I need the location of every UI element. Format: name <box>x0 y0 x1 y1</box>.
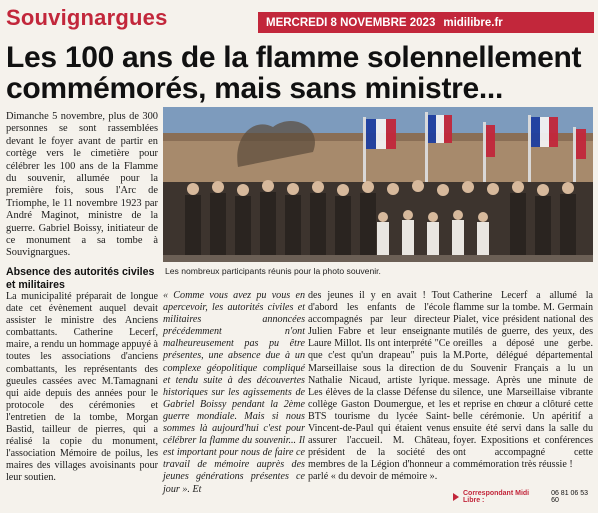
headline-line-1: Les 100 ans de la flamme solennellement <box>6 41 582 74</box>
correspondent-credit <box>453 490 595 504</box>
column-1 <box>6 291 158 485</box>
photo-caption: Les nombreux participants réunis pour la photo souvenir. <box>165 266 381 276</box>
section-city: Souvignargues <box>6 5 168 30</box>
dateline-bar <box>258 12 594 33</box>
credit-phone: 06 81 06 53 60 <box>551 490 589 504</box>
triangle-icon <box>453 493 459 501</box>
column-1-text: La municipalité préparait de longue date cet évènement auquel devait assister le ministre des Anciens combattants. Catherine Lecerf, maire, a rendu un hommage appuyé à toutes les associations d'anciens combattants, les représentants des gueules cassées avec M.Tamagnani qui aide depuis des années pour le protocole des cérémonies et l'entretien de la tombe, Morgan Bastid, tailleur de pierres, qui a réalisé la copie du monument, l'association Mémoire de poilus, les maires des villages avoisinants pour leur soutien. <box>6 291 158 484</box>
column-2-text: « Comme vous avez pu vous en apercevoir, les autorités civiles et militaires annoncées précédemment n'ont malheureusement pas pu être présentes, une absence due à un complexe géopolitique compliqué et tendu suite à des découvertes historiques sur les agissements de Gabriel Boissy pendant la 2ème guerre mondiale. Mais si nous sommes là aujourd'hui c'est pour célébrer la flamme du souvenir... Il est important pour nous de faire ce travail de mémoire auprès des jeunes générations présentes ce jour ». Et <box>163 290 305 495</box>
group-photo <box>163 107 593 262</box>
headline <box>6 42 594 104</box>
intro-paragraph: Dimanche 5 novembre, plus de 300 personnes se sont rassemblées devant le foyer avant de partir en cortège vers le cimetière pour célébrer les 100 ans de la Flamme du souvenir, allumée pour la première fois, sous l'Arc de Triomphe, le 11 novembre 1923 par André Maginot, ministre de la guerre. Gabriel Boissy, initiateur de ce monument a sa tombe à Souvignargues. <box>6 111 158 259</box>
column-4 <box>453 290 593 471</box>
column-2-quote <box>163 290 305 496</box>
group-photo-image <box>163 107 593 262</box>
column-3-text: des jeunes il y en avait ! Tout d'abord les enfants de l'école accompagnés par leur directeur Julien Fabre et leur enseignante Laure Millot. Ils ont interprété "Ce que c'est qu'un drapeau" puis la Marseillaise sous la direction de Nathalie Nicaud, artiste lyrique. Les élèves de la classe Défense du collège Gaston Doumergue, et les BTS tourisme du lycée Saint-Vincent-de-Paul qui étaient venus assurer l'accueil. M. Château, président de la société des membres de la Légion d'honneur a parlé « du devoir de mémoire ». <box>308 290 450 483</box>
issue-date: MERCREDI 8 NOVEMBRE 2023 <box>266 16 436 29</box>
paper-name: midilibre.fr <box>443 16 503 29</box>
column-4-text: Catherine Lecerf a allumé la flamme sur la tombe. M. Germain Pialet, vice président national des mutilés de guerre, des yeux, des oreilles a déposé une gerbe. M.Porte, délégué départemental du Souvenir Français a lu un message. Après une minute de silence, une Marseillaise vibrante et reprise en chœur a clôturé cette belle cérémonie. Un apéritif a ensuite été servi dans la salle du foyer. Expositions et conférences ont accompagné cette commémoration très réussie ! <box>453 290 593 471</box>
subheading: Absence des autorités civiles et militaires <box>6 266 155 291</box>
column-3 <box>308 290 450 484</box>
headline-line-2: commémorés, mais sans ministre... <box>6 72 503 105</box>
credit-label: Correspondant Midi Libre : <box>463 490 530 504</box>
